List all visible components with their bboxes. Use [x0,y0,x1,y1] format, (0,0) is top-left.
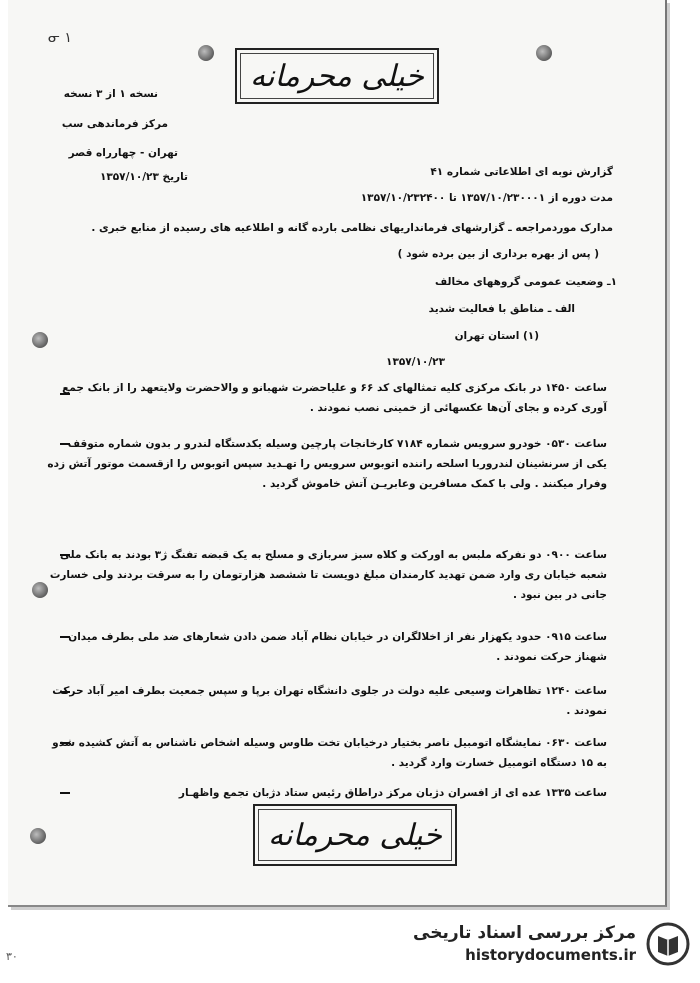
punch-hole [32,332,48,348]
sub-date: ۱۳۵۷/۱۰/۲۳ [386,356,445,368]
section-heading-1: ۱ـ وضعیت عمومی گروههای مخالف [435,276,617,288]
report-title: گزارش نوبه ای اطلاعاتی شماره ۴۱ [430,166,613,178]
punch-hole [198,45,214,61]
report-item: ساعت ۱۳۳۵ عده ای از افسران دژبان مرکز دراطاق رئیس ستاد دژبان تجمع واظهـار [178,787,607,799]
document-page [8,0,667,907]
punch-hole [30,828,46,844]
address: تهران - چهارراه قصر [68,147,178,159]
archive-logo [410,918,690,970]
punch-hole [536,45,552,61]
province-heading: (۱) استان تهران [454,330,539,342]
page-number: ۳۰ [6,950,18,963]
document-date: تاریخ ۱۳۵۷/۱۰/۲۳ [99,171,188,183]
report-item: ساعت ۰۹۱۵ حدود یکهزار نفر از اخلالگران در خیابان نظام آباد ضمن دادن شعارهای ضد ملی بطرف میدان شهناز حرکت نمودند . [68,631,607,663]
logo-url-text: historydocuments.ir [465,946,636,964]
stamp-text: خیلی محرمانه [268,817,442,853]
book-emblem-icon [646,922,690,966]
report-item: ساعت ۱۲۴۰ تظاهرات وسیعی علیه دولت در جلوی دانشگاه تهران برپا و سپس جمعیت بطرف امیر آباد حرکت نمودند . [52,685,607,717]
punch-hole [32,582,48,598]
report-item: ساعت ۱۴۵۰ در بانک مرکزی کلیه تمثالهای کد ۶۶ و علیاحضرت شهبانو و والاحضرت ولایتعهد را از بانک جمع آوری کرده و بجای آن‌ها عکسهائی از خمینی نصب نمودند . [62,382,607,414]
logo-persian-text: مرکز بررسی اسناد تاریخی [413,923,636,943]
destruction-note: ( پس از بهره برداری از بین برده شود ) [397,248,599,260]
classification-stamp [235,48,439,104]
command-center: مرکز فرماندهی سب [61,118,168,130]
report-period: مدت دوره از ۱۳۵۷/۱۰/۲۳۰۰۰۱ تا ۱۳۵۷/۱۰/۲۳۲۴۰۰ [360,192,613,204]
copy-note: نسخه ۱ از ۳ نسخه [63,88,158,100]
report-item: ساعت ۰۹۰۰ دو نفرکه ملبس به اورکت و کلاه سبز سربازی و مسلح به یک قبضه تفنگ ژ۳ بودند به بانک ملی شعبه خیابان ری وارد ضمن تهدید کارمندان مبلغ دویست تا ششصد هزارتومان را به سرقت بردند ولی خسارت جانی در بین نبود . [49,549,607,601]
reference-sources: مدارک موردمراجعه ـ گزارشهای فرمانداریهای نظامی بارده گانه و اطلاعیه های رسیده از منابع خبری . [91,222,613,234]
stamp-text: خیلی محرمانه [250,58,424,94]
classification-stamp-bottom [253,804,457,866]
section-heading-alef: الف ـ مناطق با فعالیت شدید [428,303,575,315]
report-item: ساعت ۰۶۳۰ نمایشگاه اتومبیل ناصر بختیار درخیابان تخت طاوس وسیله اشخاص ناشناس به آتش کشیده شدو به ۱۵ دستگاه اتومبیل خسارت وارد گردید . [52,737,607,769]
report-item: ساعت ۰۵۳۰ خودرو سرویس شماره ۷۱۸۴ کارخانجات پارچین وسیله یکدستگاه لندرو ر بدون شماره متوقف یکی از سرنشینان لندروربا اسلحه راننده اتوبوس سرویس را تهـدید سپس اتوبوس را ازقسمت موتور آتش زده وفرار میکنند . ولی با کمک مسافرین وعابریـن آتش خاموش گردید . [47,438,607,490]
handwritten-mark: ᓂ ۱ [48,30,72,46]
